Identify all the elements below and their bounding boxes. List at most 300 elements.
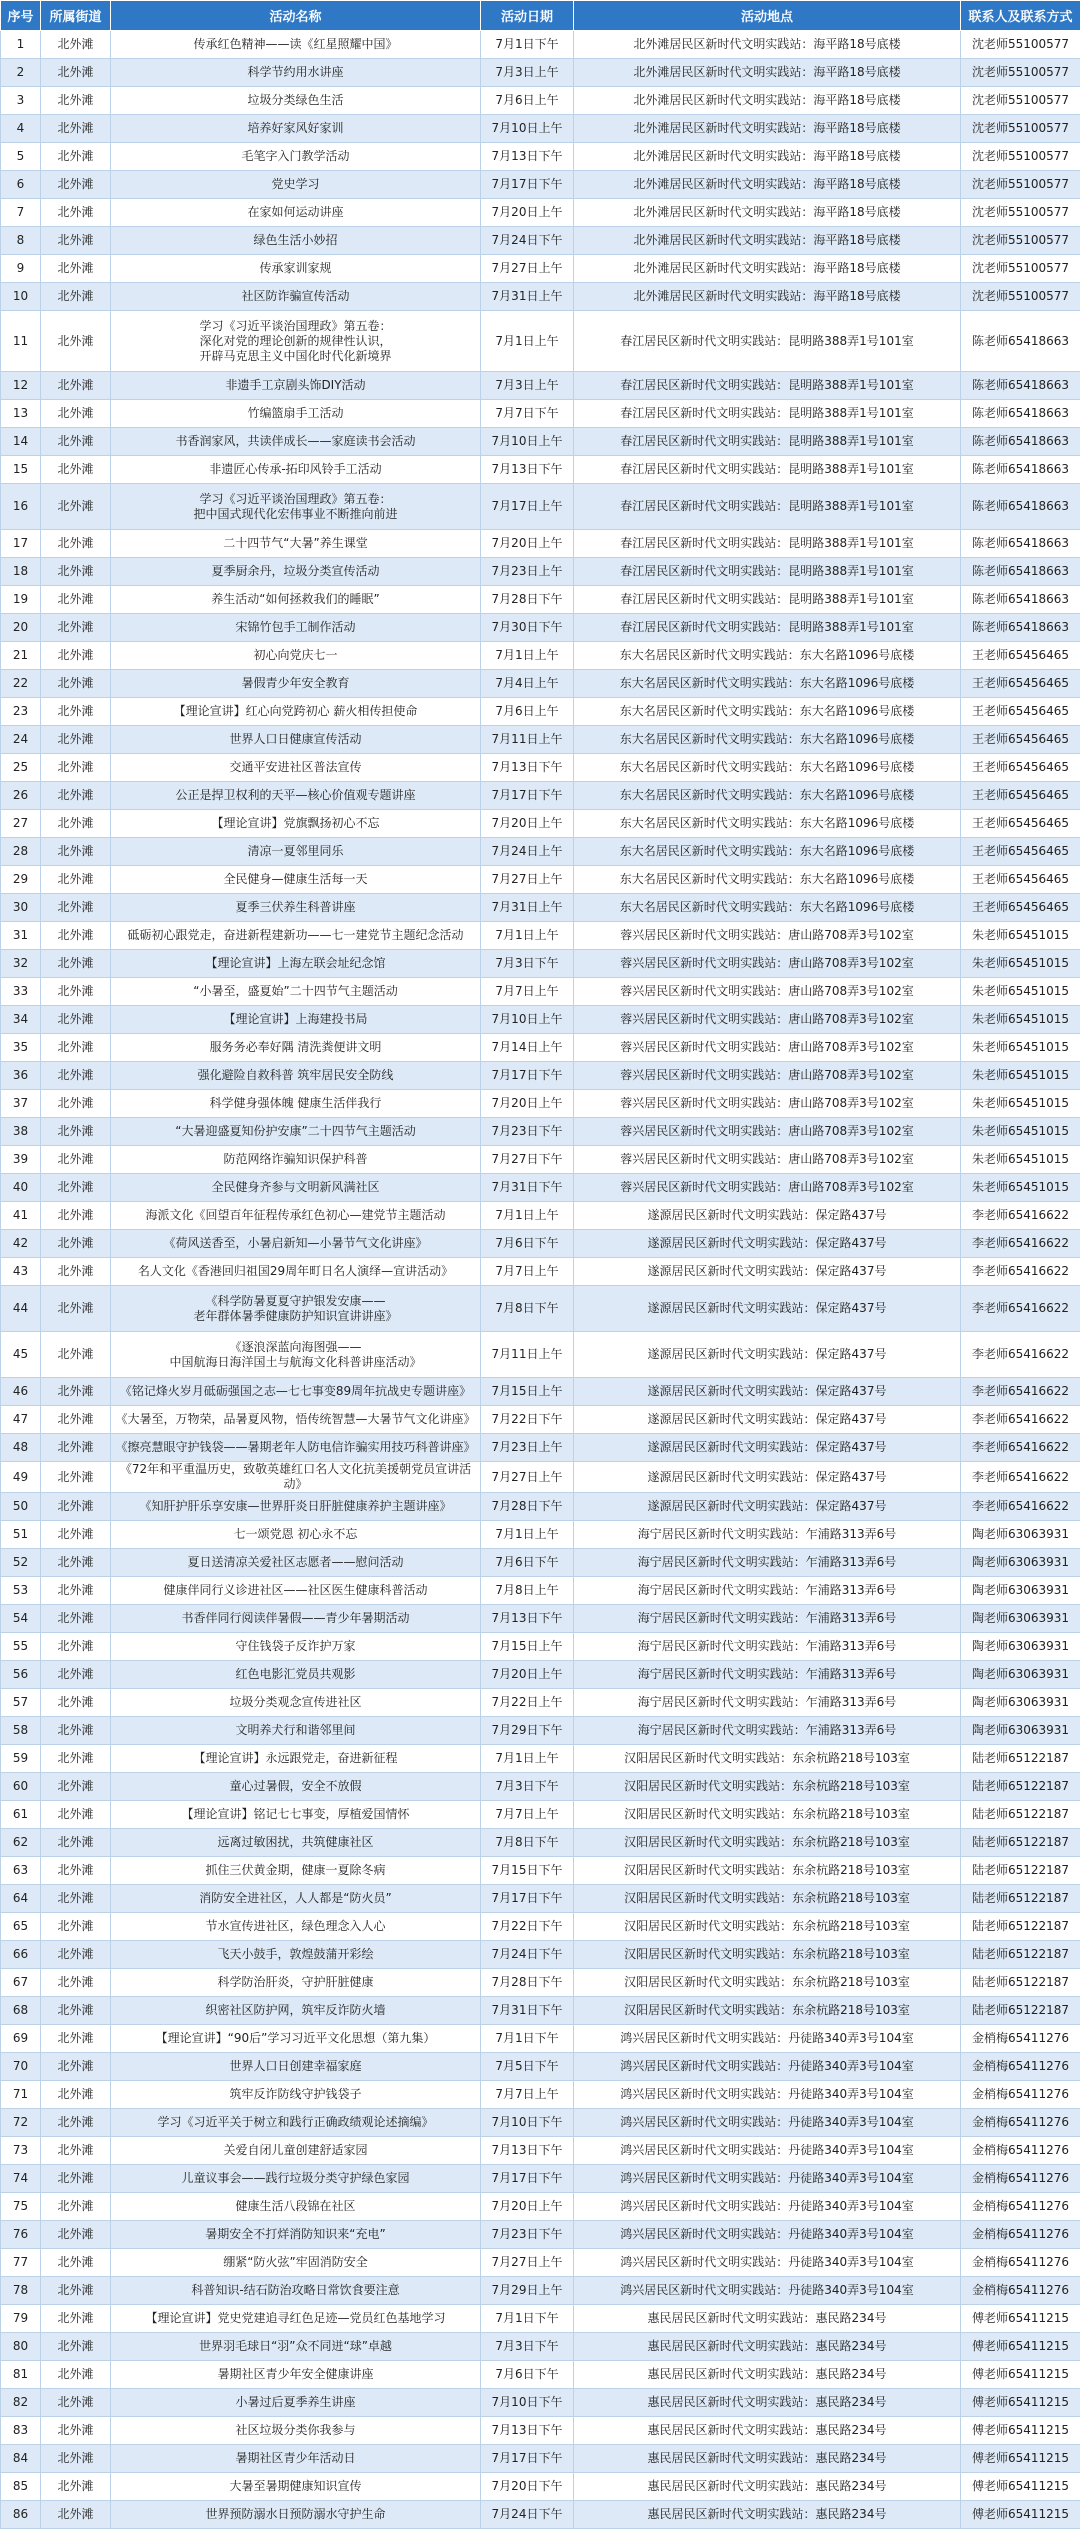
table-row (1, 726, 1080, 754)
cell-activity-location: 蓉兴居民区新时代文明实践站：唐山路708弄3号102室 (574, 978, 961, 1006)
cell-activity-name: 暑期社区青少年安全健康讲座 (111, 2361, 481, 2389)
cell-contact: 朱老师65451015 (961, 1146, 1080, 1174)
cell-activity-location: 遂源居民区新时代文明实践站：保定路437号 (574, 1378, 961, 1406)
cell-street: 北外滩 (41, 950, 111, 978)
table-row (1, 1633, 1080, 1661)
cell-activity-date: 7月30日下午 (481, 614, 574, 642)
cell-index: 86 (1, 2501, 41, 2529)
cell-index: 79 (1, 2305, 41, 2333)
cell-activity-name: 党史学习 (111, 171, 481, 199)
cell-activity-name: 《72年和平重温历史，致敬英雄红口名人文化抗美援朝党员宣讲活动》 (111, 1462, 481, 1493)
cell-activity-name: 清凉一夏邻里同乐 (111, 838, 481, 866)
cell-contact: 傅老师65411215 (961, 2361, 1080, 2389)
cell-activity-date: 7月17日下午 (481, 171, 574, 199)
cell-activity-date: 7月24日下午 (481, 227, 574, 255)
cell-activity-date: 7月6日下午 (481, 1549, 574, 1577)
cell-activity-location: 鸿兴居民区新时代文明实践站：丹徒路340弄3号104室 (574, 2137, 961, 2165)
cell-street: 北外滩 (41, 1034, 111, 1062)
cell-activity-location: 北外滩居民区新时代文明实践站：海平路18号底楼 (574, 87, 961, 115)
cell-activity-location: 遂源居民区新时代文明实践站：保定路437号 (574, 1493, 961, 1521)
cell-activity-name: 抓住三伏黄金期，健康一夏除冬病 (111, 1857, 481, 1885)
cell-activity-date: 7月13日下午 (481, 1605, 574, 1633)
cell-contact: 金梢梅65411276 (961, 2053, 1080, 2081)
cell-activity-location: 春江居民区新时代文明实践站：昆明路388弄1号101室 (574, 311, 961, 372)
cell-activity-date: 7月13日下午 (481, 2417, 574, 2445)
cell-index: 66 (1, 1941, 41, 1969)
cell-index: 46 (1, 1378, 41, 1406)
cell-activity-name: 科学健身强体魄 健康生活伴我行 (111, 1090, 481, 1118)
cell-contact: 陆老师65122187 (961, 1885, 1080, 1913)
table-row (1, 1941, 1080, 1969)
cell-activity-name: 世界预防溺水日预防溺水守护生命 (111, 2501, 481, 2529)
cell-activity-location: 鸿兴居民区新时代文明实践站：丹徒路340弄3号104室 (574, 2109, 961, 2137)
table-row (1, 428, 1080, 456)
cell-activity-date: 7月3日下午 (481, 1773, 574, 1801)
table-row (1, 530, 1080, 558)
cell-index: 77 (1, 2249, 41, 2277)
cell-contact: 王老师65456465 (961, 698, 1080, 726)
cell-street: 北外滩 (41, 1174, 111, 1202)
cell-activity-date: 7月10日下午 (481, 2109, 574, 2137)
cell-activity-name: 传承红色精神——读《红星照耀中国》 (111, 31, 481, 59)
cell-street: 北外滩 (41, 2109, 111, 2137)
cell-activity-name: 守住钱袋子反诈护万家 (111, 1633, 481, 1661)
cell-street: 北外滩 (41, 311, 111, 372)
cell-activity-name: 儿童议事会——践行垃圾分类守护绿色家园 (111, 2165, 481, 2193)
cell-activity-name: 公正是捍卫权利的天平—核心价值观专题讲座 (111, 782, 481, 810)
cell-activity-name: 服务务必奉好隅 清洗粪便讲文明 (111, 1034, 481, 1062)
cell-activity-location: 蓉兴居民区新时代文明实践站：唐山路708弄3号102室 (574, 1034, 961, 1062)
cell-activity-location: 鸿兴居民区新时代文明实践站：丹徒路340弄3号104室 (574, 2081, 961, 2109)
table-row (1, 558, 1080, 586)
cell-index: 27 (1, 810, 41, 838)
cell-index: 62 (1, 1829, 41, 1857)
cell-contact: 陆老师65122187 (961, 1941, 1080, 1969)
cell-activity-name: 筑牢反诈防线守护钱袋子 (111, 2081, 481, 2109)
cell-activity-name: 健康生活八段锦在社区 (111, 2193, 481, 2221)
cell-activity-name: 垃圾分类绿色生活 (111, 87, 481, 115)
cell-index: 31 (1, 922, 41, 950)
cell-street: 北外滩 (41, 1462, 111, 1493)
cell-contact: 沈老师55100577 (961, 255, 1080, 283)
cell-activity-name: 学习《习近平谈治国理政》第五卷： 深化对党的理论创新的规律性认识， 开辟马克思主义中国化时代化新境界 (111, 311, 481, 372)
cell-activity-location: 遂源居民区新时代文明实践站：保定路437号 (574, 1332, 961, 1378)
cell-activity-date: 7月8日上午 (481, 1577, 574, 1605)
cell-contact: 李老师65416622 (961, 1378, 1080, 1406)
cell-contact: 陈老师65418663 (961, 614, 1080, 642)
cell-activity-date: 7月23日上午 (481, 558, 574, 586)
cell-contact: 李老师65416622 (961, 1258, 1080, 1286)
cell-activity-name: 节水宣传进社区，绿色理念入人心 (111, 1913, 481, 1941)
cell-activity-date: 7月27日上午 (481, 2249, 574, 2277)
cell-index: 55 (1, 1633, 41, 1661)
cell-activity-location: 北外滩居民区新时代文明实践站：海平路18号底楼 (574, 283, 961, 311)
cell-index: 81 (1, 2361, 41, 2389)
table-row (1, 2389, 1080, 2417)
cell-contact: 陈老师65418663 (961, 484, 1080, 530)
table-row (1, 1434, 1080, 1462)
cell-contact: 陈老师65418663 (961, 586, 1080, 614)
cell-index: 43 (1, 1258, 41, 1286)
cell-contact: 傅老师65411215 (961, 2305, 1080, 2333)
cell-activity-name: 小暑过后夏季养生讲座 (111, 2389, 481, 2417)
table-row (1, 2305, 1080, 2333)
cell-activity-date: 7月3日下午 (481, 950, 574, 978)
cell-activity-location: 鸿兴居民区新时代文明实践站：丹徒路340弄3号104室 (574, 2025, 961, 2053)
cell-street: 北外滩 (41, 115, 111, 143)
cell-index: 6 (1, 171, 41, 199)
cell-activity-location: 春江居民区新时代文明实践站：昆明路388弄1号101室 (574, 530, 961, 558)
cell-activity-name: 绿色生活小妙招 (111, 227, 481, 255)
cell-index: 50 (1, 1493, 41, 1521)
cell-activity-date: 7月15日上午 (481, 1633, 574, 1661)
cell-index: 11 (1, 311, 41, 372)
cell-activity-date: 7月7日上午 (481, 1801, 574, 1829)
cell-contact: 沈老师55100577 (961, 171, 1080, 199)
cell-activity-date: 7月1日上午 (481, 922, 574, 950)
cell-activity-location: 蓉兴居民区新时代文明实践站：唐山路708弄3号102室 (574, 1146, 961, 1174)
cell-street: 北外滩 (41, 894, 111, 922)
header-activity-name: 活动名称 (111, 1, 481, 31)
cell-index: 26 (1, 782, 41, 810)
cell-activity-date: 7月17日上午 (481, 484, 574, 530)
cell-street: 北外滩 (41, 642, 111, 670)
cell-index: 40 (1, 1174, 41, 1202)
cell-activity-date: 7月13日下午 (481, 456, 574, 484)
cell-activity-date: 7月3日上午 (481, 59, 574, 87)
cell-street: 北外滩 (41, 2333, 111, 2361)
cell-street: 北外滩 (41, 255, 111, 283)
cell-street: 北外滩 (41, 1689, 111, 1717)
cell-activity-date: 7月27日下午 (481, 1146, 574, 1174)
cell-activity-location: 蓉兴居民区新时代文明实践站：唐山路708弄3号102室 (574, 1006, 961, 1034)
cell-activity-name: 《荷风送香至，小暑启新知—小暑节气文化讲座》 (111, 1230, 481, 1258)
cell-index: 18 (1, 558, 41, 586)
cell-activity-name: 宋锦竹包手工制作活动 (111, 614, 481, 642)
cell-index: 73 (1, 2137, 41, 2165)
cell-activity-name: 传承家训家规 (111, 255, 481, 283)
cell-contact: 朱老师65451015 (961, 1006, 1080, 1034)
cell-activity-name: 学习《习近平谈治国理政》第五卷： 把中国式现代化宏伟事业不断推向前进 (111, 484, 481, 530)
cell-index: 4 (1, 115, 41, 143)
cell-street: 北外滩 (41, 1745, 111, 1773)
cell-activity-location: 鸿兴居民区新时代文明实践站：丹徒路340弄3号104室 (574, 2221, 961, 2249)
table-row (1, 1773, 1080, 1801)
cell-street: 北外滩 (41, 2221, 111, 2249)
cell-index: 28 (1, 838, 41, 866)
cell-activity-location: 海宁居民区新时代文明实践站：乍浦路313弄6号 (574, 1633, 961, 1661)
cell-street: 北外滩 (41, 1605, 111, 1633)
cell-activity-name: 暑期安全不打烊消防知识来“充电” (111, 2221, 481, 2249)
cell-contact: 金梢梅65411276 (961, 2249, 1080, 2277)
cell-contact: 朱老师65451015 (961, 950, 1080, 978)
cell-index: 60 (1, 1773, 41, 1801)
table-row (1, 1913, 1080, 1941)
table-row (1, 670, 1080, 698)
cell-activity-name: 非遗手工京剧头饰DIY活动 (111, 372, 481, 400)
table-row (1, 1006, 1080, 1034)
cell-activity-location: 蓉兴居民区新时代文明实践站：唐山路708弄3号102室 (574, 922, 961, 950)
cell-street: 北外滩 (41, 2501, 111, 2529)
cell-street: 北外滩 (41, 1885, 111, 1913)
cell-activity-location: 鸿兴居民区新时代文明实践站：丹徒路340弄3号104室 (574, 2053, 961, 2081)
table-row (1, 59, 1080, 87)
cell-activity-name: 海派文化《回望百年征程传承红色初心—建党节主题活动 (111, 1202, 481, 1230)
cell-contact: 沈老师55100577 (961, 199, 1080, 227)
cell-activity-name: 关爱自闭儿童创建舒适家园 (111, 2137, 481, 2165)
cell-index: 82 (1, 2389, 41, 2417)
cell-activity-location: 惠民居民区新时代文明实践站：惠民路234号 (574, 2445, 961, 2473)
cell-activity-date: 7月10日上午 (481, 1006, 574, 1034)
table-row (1, 2137, 1080, 2165)
cell-index: 63 (1, 1857, 41, 1885)
cell-street: 北外滩 (41, 1434, 111, 1462)
cell-activity-date: 7月31日上午 (481, 894, 574, 922)
cell-activity-name: 暑假青少年安全教育 (111, 670, 481, 698)
cell-activity-location: 东大名居民区新时代文明实践站：东大名路1096号底楼 (574, 866, 961, 894)
cell-street: 北外滩 (41, 2165, 111, 2193)
cell-street: 北外滩 (41, 1378, 111, 1406)
cell-activity-name: 大暑至暑期健康知识宣传 (111, 2473, 481, 2501)
table-row (1, 978, 1080, 1006)
cell-activity-date: 7月28日下午 (481, 1969, 574, 1997)
cell-activity-location: 北外滩居民区新时代文明实践站：海平路18号底楼 (574, 227, 961, 255)
cell-activity-location: 惠民居民区新时代文明实践站：惠民路234号 (574, 2333, 961, 2361)
table-row (1, 1090, 1080, 1118)
cell-activity-location: 惠民居民区新时代文明实践站：惠民路234号 (574, 2361, 961, 2389)
cell-index: 57 (1, 1689, 41, 1717)
cell-index: 70 (1, 2053, 41, 2081)
cell-street: 北外滩 (41, 1549, 111, 1577)
cell-activity-name: 暑期社区青少年活动日 (111, 2445, 481, 2473)
cell-street: 北外滩 (41, 171, 111, 199)
table-row (1, 1521, 1080, 1549)
cell-activity-name: 交通平安进社区普法宣传 (111, 754, 481, 782)
cell-street: 北外滩 (41, 2445, 111, 2473)
cell-activity-location: 蓉兴居民区新时代文明实践站：唐山路708弄3号102室 (574, 1090, 961, 1118)
cell-contact: 陆老师65122187 (961, 1829, 1080, 1857)
cell-activity-name: 社区垃圾分类你我参与 (111, 2417, 481, 2445)
table-row (1, 311, 1080, 372)
cell-index: 15 (1, 456, 41, 484)
cell-activity-location: 海宁居民区新时代文明实践站：乍浦路313弄6号 (574, 1689, 961, 1717)
cell-street: 北外滩 (41, 698, 111, 726)
cell-activity-date: 7月27日上午 (481, 1462, 574, 1493)
cell-activity-date: 7月17日下午 (481, 2165, 574, 2193)
cell-contact: 朱老师65451015 (961, 1034, 1080, 1062)
cell-index: 48 (1, 1434, 41, 1462)
cell-contact: 沈老师55100577 (961, 143, 1080, 171)
cell-index: 39 (1, 1146, 41, 1174)
cell-street: 北外滩 (41, 782, 111, 810)
cell-contact: 陈老师65418663 (961, 530, 1080, 558)
cell-activity-date: 7月1日上午 (481, 1202, 574, 1230)
cell-street: 北外滩 (41, 2389, 111, 2417)
cell-street: 北外滩 (41, 199, 111, 227)
cell-activity-location: 鸿兴居民区新时代文明实践站：丹徒路340弄3号104室 (574, 2249, 961, 2277)
cell-contact: 傅老师65411215 (961, 2445, 1080, 2473)
cell-street: 北外滩 (41, 810, 111, 838)
cell-street: 北外滩 (41, 1633, 111, 1661)
cell-street: 北外滩 (41, 484, 111, 530)
table-row (1, 2501, 1080, 2529)
cell-index: 38 (1, 1118, 41, 1146)
table-row (1, 2445, 1080, 2473)
cell-activity-location: 海宁居民区新时代文明实践站：乍浦路313弄6号 (574, 1661, 961, 1689)
cell-index: 76 (1, 2221, 41, 2249)
cell-activity-date: 7月6日上午 (481, 698, 574, 726)
cell-street: 北外滩 (41, 2025, 111, 2053)
cell-index: 35 (1, 1034, 41, 1062)
cell-activity-name: 在家如何运动讲座 (111, 199, 481, 227)
cell-index: 12 (1, 372, 41, 400)
cell-activity-date: 7月20日上午 (481, 1090, 574, 1118)
cell-activity-name: 养生活动“如何拯救我们的睡眠” (111, 586, 481, 614)
cell-activity-date: 7月4日上午 (481, 670, 574, 698)
cell-contact: 金梢梅65411276 (961, 2109, 1080, 2137)
cell-contact: 朱老师65451015 (961, 1090, 1080, 1118)
cell-index: 52 (1, 1549, 41, 1577)
table-row (1, 1829, 1080, 1857)
cell-street: 北外滩 (41, 59, 111, 87)
cell-street: 北外滩 (41, 1773, 111, 1801)
cell-activity-date: 7月1日上午 (481, 642, 574, 670)
cell-contact: 沈老师55100577 (961, 31, 1080, 59)
cell-activity-name: 《知肝护肝乐享安康—世界肝炎日肝脏健康养护主题讲座》 (111, 1493, 481, 1521)
cell-activity-location: 海宁居民区新时代文明实践站：乍浦路313弄6号 (574, 1717, 961, 1745)
cell-activity-location: 春江居民区新时代文明实践站：昆明路388弄1号101室 (574, 400, 961, 428)
cell-activity-location: 遂源居民区新时代文明实践站：保定路437号 (574, 1202, 961, 1230)
cell-activity-location: 遂源居民区新时代文明实践站：保定路437号 (574, 1286, 961, 1332)
table-row (1, 1286, 1080, 1332)
cell-contact: 王老师65456465 (961, 754, 1080, 782)
cell-contact: 王老师65456465 (961, 894, 1080, 922)
cell-index: 72 (1, 2109, 41, 2137)
table-row (1, 2165, 1080, 2193)
cell-activity-name: 科学防治肝炎，守护肝脏健康 (111, 1969, 481, 1997)
cell-activity-name: 【理论宣讲】铭记七七事变，厚植爱国情怀 (111, 1801, 481, 1829)
cell-activity-location: 海宁居民区新时代文明实践站：乍浦路313弄6号 (574, 1549, 961, 1577)
cell-activity-name: 垃圾分类观念宣传进社区 (111, 1689, 481, 1717)
cell-street: 北外滩 (41, 1661, 111, 1689)
table-row (1, 1969, 1080, 1997)
cell-street: 北外滩 (41, 1258, 111, 1286)
table-row (1, 372, 1080, 400)
cell-index: 78 (1, 2277, 41, 2305)
table-row (1, 614, 1080, 642)
table-row (1, 2249, 1080, 2277)
cell-activity-location: 北外滩居民区新时代文明实践站：海平路18号底楼 (574, 199, 961, 227)
cell-contact: 朱老师65451015 (961, 978, 1080, 1006)
cell-contact: 金梢梅65411276 (961, 2193, 1080, 2221)
cell-street: 北外滩 (41, 1521, 111, 1549)
cell-activity-location: 鸿兴居民区新时代文明实践站：丹徒路340弄3号104室 (574, 2193, 961, 2221)
cell-activity-name: 世界人口日健康宣传活动 (111, 726, 481, 754)
cell-activity-date: 7月24日上午 (481, 838, 574, 866)
cell-contact: 陶老师63063931 (961, 1605, 1080, 1633)
cell-activity-location: 北外滩居民区新时代文明实践站：海平路18号底楼 (574, 59, 961, 87)
cell-activity-location: 北外滩居民区新时代文明实践站：海平路18号底楼 (574, 115, 961, 143)
cell-index: 85 (1, 2473, 41, 2501)
cell-contact: 王老师65456465 (961, 810, 1080, 838)
cell-street: 北外滩 (41, 1230, 111, 1258)
cell-activity-name: 织密社区防护网，筑牢反诈防火墙 (111, 1997, 481, 2025)
cell-activity-date: 7月27日上午 (481, 255, 574, 283)
cell-activity-name: “小暑至，盛夏始”二十四节气主题活动 (111, 978, 481, 1006)
cell-activity-name: 【理论宣讲】永远跟党走，奋进新征程 (111, 1745, 481, 1773)
cell-index: 45 (1, 1332, 41, 1378)
table-row (1, 171, 1080, 199)
header-street: 所属街道 (41, 1, 111, 31)
cell-index: 83 (1, 2417, 41, 2445)
cell-activity-date: 7月29日上午 (481, 2277, 574, 2305)
cell-street: 北外滩 (41, 1090, 111, 1118)
cell-activity-name: 【理论宣讲】党史党建追寻红色足迹—党员红色基地学习 (111, 2305, 481, 2333)
cell-activity-date: 7月6日下午 (481, 2361, 574, 2389)
cell-activity-date: 7月7日上午 (481, 1258, 574, 1286)
cell-street: 北外滩 (41, 1997, 111, 2025)
cell-activity-name: 竹编篮扇手工活动 (111, 400, 481, 428)
cell-activity-location: 北外滩居民区新时代文明实践站：海平路18号底楼 (574, 31, 961, 59)
cell-activity-date: 7月23日下午 (481, 2221, 574, 2249)
cell-activity-location: 东大名居民区新时代文明实践站：东大名路1096号底楼 (574, 838, 961, 866)
cell-activity-date: 7月13日下午 (481, 143, 574, 171)
cell-activity-date: 7月22日下午 (481, 1406, 574, 1434)
cell-activity-date: 7月7日上午 (481, 978, 574, 1006)
table-row (1, 1885, 1080, 1913)
cell-activity-date: 7月22日上午 (481, 1689, 574, 1717)
cell-street: 北外滩 (41, 2249, 111, 2277)
cell-activity-date: 7月20日上午 (481, 530, 574, 558)
cell-street: 北外滩 (41, 400, 111, 428)
cell-index: 8 (1, 227, 41, 255)
cell-activity-location: 汉阳居民区新时代文明实践站：东余杭路218号103室 (574, 1745, 961, 1773)
cell-index: 56 (1, 1661, 41, 1689)
cell-activity-date: 7月20日上午 (481, 1661, 574, 1689)
cell-contact: 金梢梅65411276 (961, 2221, 1080, 2249)
table-row (1, 2221, 1080, 2249)
cell-contact: 陶老师63063931 (961, 1549, 1080, 1577)
cell-activity-name: 非遗匠心传承-拓印风铃手工活动 (111, 456, 481, 484)
cell-contact: 陆老师65122187 (961, 1969, 1080, 1997)
cell-activity-date: 7月27日上午 (481, 866, 574, 894)
cell-contact: 陈老师65418663 (961, 400, 1080, 428)
cell-contact: 陆老师65122187 (961, 1997, 1080, 2025)
table-row (1, 456, 1080, 484)
cell-index: 36 (1, 1062, 41, 1090)
table-row (1, 1549, 1080, 1577)
cell-contact: 陶老师63063931 (961, 1689, 1080, 1717)
table-row (1, 866, 1080, 894)
cell-contact: 李老师65416622 (961, 1493, 1080, 1521)
cell-contact: 陆老师65122187 (961, 1773, 1080, 1801)
cell-street: 北外滩 (41, 87, 111, 115)
cell-activity-date: 7月23日下午 (481, 1118, 574, 1146)
cell-street: 北外滩 (41, 1801, 111, 1829)
cell-activity-name: 学习《习近平关于树立和践行正确政绩观论述摘编》 (111, 2109, 481, 2137)
cell-street: 北外滩 (41, 670, 111, 698)
cell-activity-name: 文明养犬行和谐邻里间 (111, 1717, 481, 1745)
cell-contact: 傅老师65411215 (961, 2389, 1080, 2417)
cell-index: 74 (1, 2165, 41, 2193)
cell-contact: 陶老师63063931 (961, 1521, 1080, 1549)
cell-activity-date: 7月10日上午 (481, 115, 574, 143)
table-row (1, 1378, 1080, 1406)
cell-index: 25 (1, 754, 41, 782)
cell-index: 24 (1, 726, 41, 754)
cell-street: 北外滩 (41, 1969, 111, 1997)
cell-index: 10 (1, 283, 41, 311)
